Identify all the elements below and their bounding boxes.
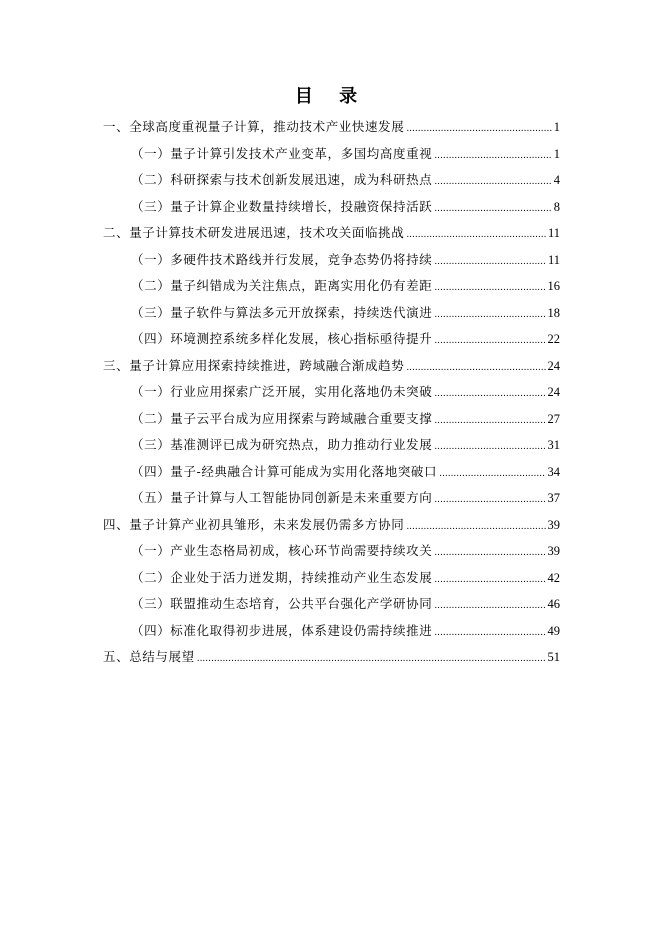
toc-section-entry[interactable]: [103, 326, 560, 353]
toc-section-entry[interactable]: [103, 141, 560, 168]
toc-entry-label: （三）量子计算企业数量持续增长，投融资保持活跃: [131, 198, 433, 214]
table-of-contents: [103, 114, 560, 671]
toc-section-entry[interactable]: [103, 618, 560, 645]
toc-section-entry[interactable]: [103, 406, 560, 433]
toc-entry-label: （一）行业应用探索广泛开展，实用化落地仍未突破: [131, 384, 433, 399]
toc-dot-leader: [434, 408, 545, 435]
toc-chapter-entry[interactable]: [103, 512, 560, 539]
toc-section-entry[interactable]: [103, 591, 560, 618]
toc-dot-leader: [434, 143, 551, 170]
toc-entry-label: （三）量子软件与算法多元开放探索，持续迭代演进: [131, 304, 433, 320]
toc-page-number: 16: [547, 279, 560, 293]
toc-page-number: 1: [553, 146, 560, 161]
toc-entry-label: 二、量子计算技术研发进展迅速，技术攻关面临挑战: [103, 225, 405, 240]
toc-chapter-entry[interactable]: [103, 114, 560, 141]
toc-section-entry[interactable]: [103, 538, 560, 565]
toc-page-number: 37: [547, 491, 560, 505]
toc-entry-label: （二）科研探索与技术创新发展迅速，成为科研热点: [131, 172, 433, 187]
toc-dot-leader: [434, 328, 545, 355]
toc-entry-label: （二）企业处于活力迸发期，持续推动产业生态发展: [131, 569, 433, 585]
toc-section-entry[interactable]: [103, 432, 560, 459]
toc-entry-label: （四）环境测控系统多样化发展，核心指标亟待提升: [131, 331, 433, 346]
toc-dot-leader: [434, 275, 545, 302]
toc-page-number: 18: [547, 305, 560, 320]
toc-page-number: 11: [547, 252, 560, 267]
toc-entry-label: （二）量子纠错成为关注焦点，距离实用化仍有差距: [131, 278, 433, 293]
toc-section-entry[interactable]: [103, 247, 560, 274]
toc-section-entry[interactable]: [103, 300, 560, 327]
toc-entry-label: 一、全球高度重视量子计算，推动技术产业快速发展: [103, 119, 405, 134]
toc-entry-label: （三）联盟推动生态培育，公共平台强化产学研协同: [131, 596, 433, 611]
toc-dot-leader: [439, 461, 545, 488]
toc-section-entry[interactable]: [103, 379, 560, 406]
toc-dot-leader: [434, 302, 545, 329]
toc-page-number: 1: [553, 120, 560, 134]
toc-entry-label: （二）量子云平台成为应用探索与跨域融合重要支撑: [131, 410, 433, 426]
toc-section-entry[interactable]: [103, 167, 560, 194]
toc-entry-label: 四、量子计算产业初具雏形，未来发展仍需多方协同: [103, 516, 405, 532]
toc-page-number: 46: [547, 597, 560, 611]
toc-page-number: 24: [547, 358, 560, 373]
toc-page-number: 22: [547, 332, 560, 346]
toc-entry-label: （三）基准测评已成为研究热点，助力推动行业发展: [131, 437, 433, 452]
toc-section-entry[interactable]: [103, 565, 560, 592]
toc-dot-leader: [434, 249, 546, 276]
toc-page-number: 39: [547, 544, 560, 558]
toc-dot-leader: [434, 567, 545, 594]
toc-section-entry[interactable]: [103, 273, 560, 300]
toc-dot-leader: [434, 487, 545, 514]
toc-section-entry[interactable]: [103, 485, 560, 512]
toc-entry-label: 三、量子计算应用探索持续推进，跨域融合渐成趋势: [103, 357, 405, 373]
toc-title: 目 录: [294, 86, 368, 107]
toc-dot-leader: [197, 646, 546, 673]
toc-dot-leader: [406, 116, 551, 143]
toc-dot-leader: [434, 620, 545, 647]
toc-page-number: 51: [547, 650, 560, 664]
toc-page-number: 24: [547, 385, 560, 399]
toc-chapter-entry[interactable]: [103, 353, 560, 380]
toc-chapter-entry[interactable]: [103, 644, 560, 671]
toc-entry-label: （四）量子-经典融合计算可能成为实用化落地突破口: [131, 463, 438, 479]
toc-entry-label: 五、总结与展望: [103, 649, 195, 664]
toc-page-number: 49: [547, 623, 560, 638]
toc-page-number: 34: [547, 464, 560, 479]
toc-entry-label: （五）量子计算与人工智能协同创新是未来重要方向: [131, 490, 433, 505]
toc-section-entry[interactable]: [103, 194, 560, 221]
toc-entry-label: （一）量子计算引发技术产业变革，多国均高度重视: [131, 145, 433, 161]
toc-dot-leader: [434, 169, 551, 196]
toc-dot-leader: [434, 196, 551, 223]
toc-dot-leader: [406, 222, 546, 249]
toc-page-number: 42: [547, 570, 560, 585]
toc-dot-leader: [406, 355, 545, 382]
toc-page-number: 27: [547, 411, 560, 426]
toc-entry-label: （一）产业生态格局初成，核心环节尚需要持续攻关: [131, 543, 433, 558]
toc-dot-leader: [406, 514, 545, 541]
toc-page-number: 11: [547, 226, 560, 240]
toc-page-number: 39: [547, 517, 560, 532]
toc-chapter-entry[interactable]: [103, 220, 560, 247]
toc-dot-leader: [434, 593, 545, 620]
toc-dot-leader: [434, 434, 545, 461]
toc-page-number: 4: [553, 173, 560, 187]
toc-section-entry[interactable]: [103, 459, 560, 486]
toc-entry-label: （一）多硬件技术路线并行发展，竞争态势仍将持续: [131, 251, 433, 267]
toc-page-number: 31: [547, 438, 560, 452]
toc-dot-leader: [434, 381, 545, 408]
toc-entry-label: （四）标准化取得初步进展，体系建设仍需持续推进: [131, 622, 433, 638]
toc-dot-leader: [434, 540, 545, 567]
toc-page-number: 8: [553, 199, 560, 214]
